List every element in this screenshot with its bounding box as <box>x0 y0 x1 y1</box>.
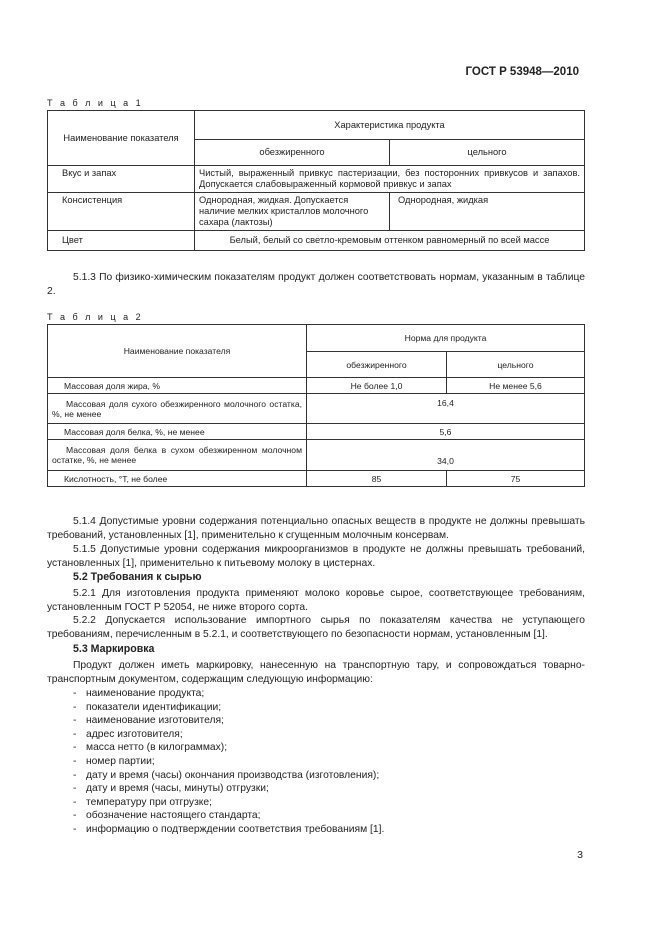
table1-row-name: Вкус и запах <box>48 166 195 193</box>
table-row <box>48 231 585 251</box>
table2 <box>47 324 585 487</box>
marking-list <box>73 687 585 837</box>
table1-row-name: Консистенция <box>48 193 195 231</box>
table2-col-b: цельного <box>447 352 585 378</box>
table2-row-value: 16,4 <box>307 394 585 424</box>
table1-row-name: Цвет <box>48 231 195 251</box>
table2-row-value: 34,0 <box>307 440 585 471</box>
list-dash: - <box>73 728 77 740</box>
list-item: - номер партии; <box>73 755 155 767</box>
section-5-2-heading: 5.2 Требования к сырью <box>73 571 202 583</box>
paragraph-5-1-3: 5.1.3 По физико-химическим показателям продукт должен соответствовать нормам, указанным в таблице 2. <box>47 272 585 297</box>
table2-row-value: 5,6 <box>307 424 585 440</box>
table-row <box>48 471 585 487</box>
table2-row-name: Массовая доля белка в сухом обезжиренном молочном остатке, %, не менее <box>48 440 307 471</box>
table1-col-name: Наименование показателя <box>48 111 195 166</box>
table1-col-group: Характеристика продукта <box>195 111 585 140</box>
table1 <box>47 110 585 251</box>
paragraph-5-1-5: 5.1.5 Допустимые уровни содержания микроорганизмов в продукте не должны превышать требований, установленных [1], применительно к питьевому молоку в цистернах. <box>47 544 585 569</box>
table1-caption: Т а б л и ц а 1 <box>47 98 144 108</box>
list-item: - адрес изготовителя; <box>73 728 183 740</box>
table1-col-a: обезжиренного <box>195 140 390 166</box>
list-dash: - <box>73 796 77 808</box>
paragraph-5-2-2: 5.2.2 Допускается использование импортного сырья по показателям качества не уступающего требованиям, перечисленным в 5.2.1, и соответствующего по безопасности нормам, установленным [1]. <box>47 615 585 640</box>
table1-col-b: цельного <box>390 140 585 166</box>
table-row <box>48 424 585 440</box>
list-dash: - <box>73 769 77 781</box>
list-item: - наименование продукта; <box>73 688 205 699</box>
list-item: - масса нетто (в килограммах); <box>73 742 228 754</box>
list-dash: - <box>73 742 77 754</box>
table2-row-value-a: Не более 1,0 <box>307 378 447 394</box>
table-row <box>48 193 585 231</box>
list-item: - дату и время (часы, минуты) отгрузки; <box>73 783 269 795</box>
list-item: - обозначение настоящего стандарта; <box>73 810 261 822</box>
list-dash: - <box>73 701 77 713</box>
table2-row-name: Массовая доля жира, % <box>48 378 307 394</box>
table2-row-name: Кислотность, °Т, не более <box>48 471 307 487</box>
table2-row-value-a: 85 <box>307 471 447 487</box>
section-5-3-heading: 5.3 Маркировка <box>73 643 155 655</box>
table2-row-name: Массовая доля сухого обезжиренного молочного остатка, %, не менее <box>48 394 307 424</box>
list-dash: - <box>73 715 77 727</box>
list-item: - показатели идентификации; <box>73 701 222 713</box>
table2-row-name: Массовая доля белка, %, не менее <box>48 424 307 440</box>
table2-caption: Т а б л и ц а 2 <box>47 312 144 322</box>
table1-row-value: Белый, белый со светло-кремовым оттенком равномерный по всей массе <box>195 231 585 251</box>
list-dash: - <box>73 755 77 767</box>
list-dash: - <box>73 810 77 822</box>
table1-row-value-a: Однородная, жидкая. Допускается наличие мелких кристаллов молочного сахара (лактозы) <box>195 193 390 231</box>
paragraph-5-2-1: 5.2.1 Для изготовления продукта применяют молоко коровье сырое, соответствующее требованиям, установленным ГОСТ Р 52054, не ниже второго сорта. <box>47 588 585 613</box>
table1-row-value-b: Однородная, жидкая <box>390 193 585 231</box>
list-dash: - <box>73 783 77 795</box>
list-item: - дату и время (часы) окончания производства (изготовления); <box>73 769 380 781</box>
list-dash: - <box>73 823 77 835</box>
list-dash: - <box>73 688 77 699</box>
list-item: - наименование изготовителя; <box>73 715 224 727</box>
paragraph-5-3: Продукт должен иметь маркировку, нанесенную на транспортную тару, и сопровождаться товарно-транспортным документом, содержащим следующую информацию: <box>47 660 585 685</box>
table-row <box>48 394 585 424</box>
table2-row-value-b: Не менее 5,6 <box>447 378 585 394</box>
table1-row-value: Чистый, выраженный привкус пастеризации, без посторонних привкусов и запахов. Допускается слабовыраженный кормовой привкус и запах <box>195 166 585 193</box>
list-item: - температуру при отгрузке; <box>73 796 212 808</box>
table2-col-a: обезжиренного <box>307 352 447 378</box>
paragraph-5-1-4: 5.1.4 Допустимые уровни содержания потенциально опасных веществ в продукте не должны превышать требований, установленных [1], применительно к сгущенным молочным консервам. <box>47 516 585 541</box>
page-number: 3 <box>577 849 583 861</box>
table-row <box>48 440 585 471</box>
table2-col-name: Наименование показателя <box>48 325 307 378</box>
table-row <box>48 378 585 394</box>
table2-row-value-b: 75 <box>447 471 585 487</box>
document-id: ГОСТ Р 53948—2010 <box>465 66 579 78</box>
table2-col-group: Норма для продукта <box>307 325 585 352</box>
table-row <box>48 166 585 193</box>
list-item: - информацию о подтверждении соответствия требованиям [1]. <box>73 823 385 835</box>
